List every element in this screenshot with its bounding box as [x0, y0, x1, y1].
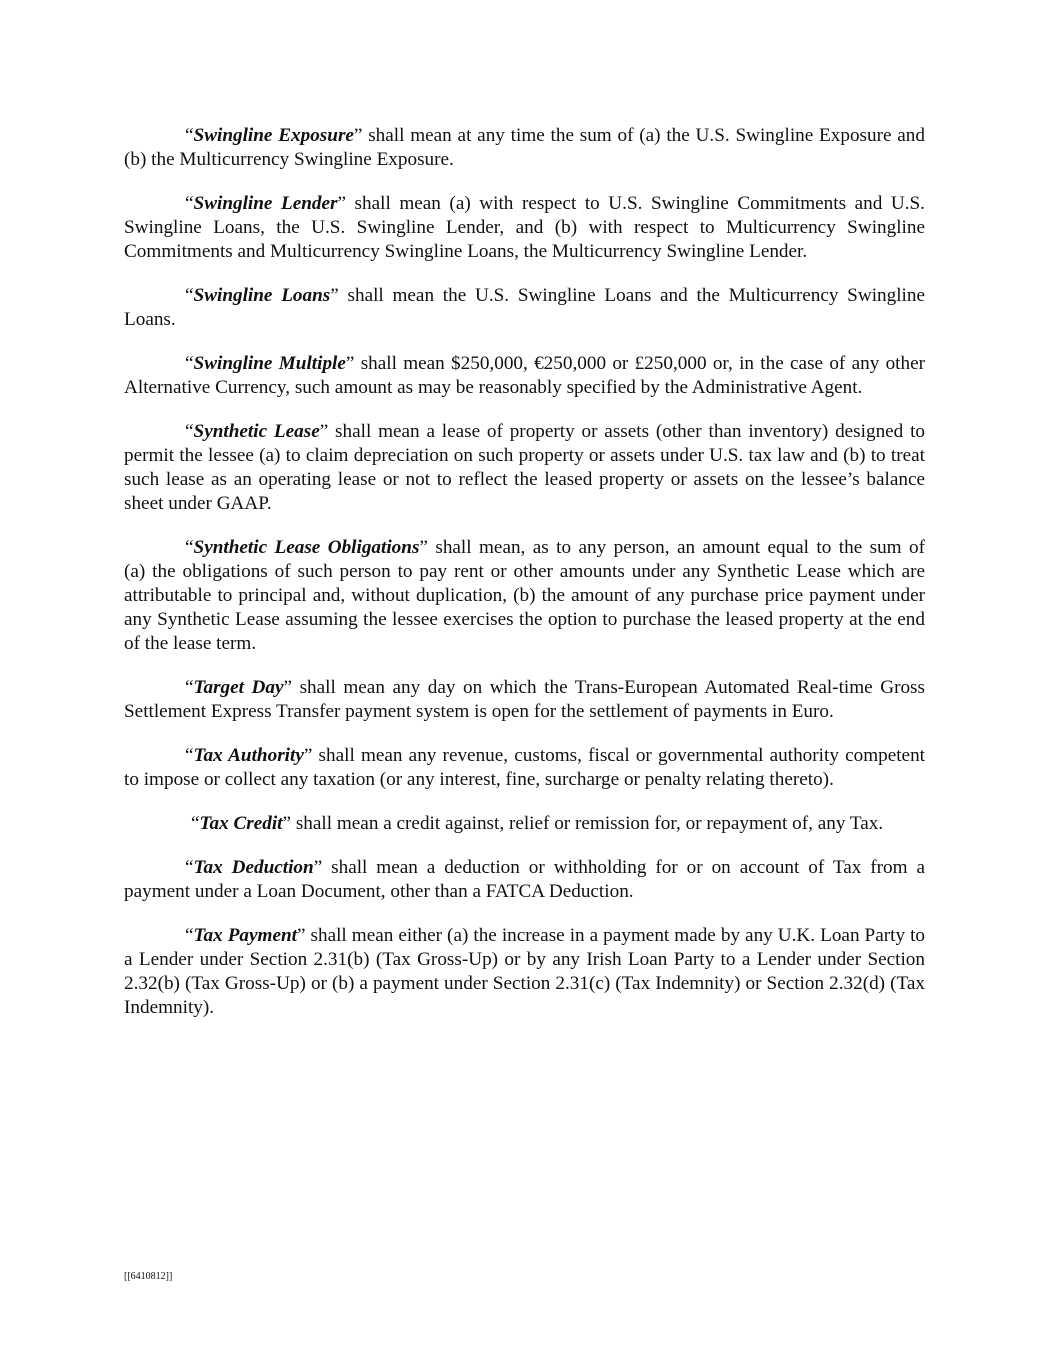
open-quote: “ [185, 285, 194, 306]
definition-text: ” shall mean the U.S. Swingline Loans and the Multicurrency Swingline Loans. [124, 285, 925, 330]
defined-term: Swingline Loans [193, 285, 331, 306]
definition-tax-deduction [124, 856, 925, 904]
open-quote: “ [185, 193, 194, 214]
definition-swingline-lender [124, 192, 925, 264]
definition-text: ” shall mean, as to any person, an amount equal to the sum of (a) the obligations of such person to pay rent or other amounts under any Synthetic Lease which are attributable to principal and, without duplication, (b) the amount of any purchase price payment under any Synthetic Lease assuming the lessee exercises the option to purchase the leased property at the end of the lease term. [124, 537, 925, 654]
open-quote: “ [185, 745, 194, 766]
defined-term: Swingline Lender [193, 193, 338, 214]
definition-tax-credit [124, 812, 925, 836]
definition-tax-payment [124, 924, 925, 1020]
definition-target-day [124, 676, 925, 724]
defined-term: Tax Deduction [193, 857, 314, 878]
definition-tax-authority [124, 744, 925, 792]
definition-text: ” shall mean at any time the sum of (a) the U.S. Swingline Exposure and (b) the Multicurrency Swingline Exposure. [124, 125, 925, 170]
open-quote: “ [185, 421, 194, 442]
definition-text: ” shall mean a lease of property or assets (other than inventory) designed to permit the lessee (a) to claim depreciation on such property or assets under U.S. tax law and (b) to treat such lease as an operating lease or not to reflect the leased property or assets on the lessee’s balance sheet under GAAP. [124, 421, 926, 514]
definition-text: ” shall mean either (a) the increase in a payment made by any U.K. Loan Party to a Lender under Section 2.31(b) (Tax Gross-Up) or by any Irish Loan Party to a Lender under Section 2.32(b) (Tax Gross-Up) or (b) a payment under Section 2.31(c) (Tax Indemnity) or Section 2.32(d) (Tax Indemnity). [124, 925, 926, 1018]
definition-text: ” shall mean a credit against, relief or remission for, or repayment of, any Tax. [282, 813, 884, 834]
definition-text: ” shall mean (a) with respect to U.S. Swingline Commitments and U.S. Swingline Loans, the U.S. Swingline Lender, and (b) with respect to Multicurrency Swingline Commitments and Multicurrency Swingline Loans, the Multicurrency Swingline Lender. [124, 193, 925, 262]
open-quote: “ [185, 537, 194, 558]
document-id-footer: [[6410812]] [124, 1271, 173, 1282]
open-quote: “ [185, 353, 194, 374]
definition-text: ” shall mean $250,000, €250,000 or £250,000 or, in the case of any other Alternative Currency, such amount as may be reasonably specified by the Administrative Agent. [124, 353, 925, 398]
defined-term: Swingline Multiple [193, 353, 346, 374]
open-quote: “ [185, 857, 194, 878]
document-page [124, 124, 925, 1040]
open-quote: “ [185, 925, 194, 946]
defined-term: Tax Credit [199, 813, 283, 834]
definition-swingline-multiple [124, 352, 925, 400]
defined-term: Swingline Exposure [193, 125, 354, 146]
definition-text: ” shall mean a deduction or withholding for or on account of Tax from a payment under a Loan Document, other than a FATCA Deduction. [124, 857, 925, 902]
defined-term: Target Day [193, 677, 284, 698]
defined-term: Synthetic Lease Obligations [193, 537, 420, 558]
definition-synthetic-lease-obligations [124, 536, 925, 656]
defined-term: Tax Authority [193, 745, 304, 766]
defined-term: Synthetic Lease [193, 421, 320, 442]
definition-synthetic-lease [124, 420, 925, 516]
open-quote: “ [185, 125, 194, 146]
definition-text: ” shall mean any day on which the Trans-European Automated Real-time Gross Settlement Express Transfer payment system is open for the settlement of payments in Euro. [124, 677, 925, 722]
definition-swingline-loans [124, 284, 925, 332]
definition-text: ” shall mean any revenue, customs, fiscal or governmental authority competent to impose or collect any taxation (or any interest, fine, surcharge or penalty relating thereto). [124, 745, 925, 790]
definition-swingline-exposure [124, 124, 925, 172]
open-quote: “ [185, 677, 194, 698]
defined-term: Tax Payment [193, 925, 297, 946]
open-quote: “ [191, 813, 200, 834]
